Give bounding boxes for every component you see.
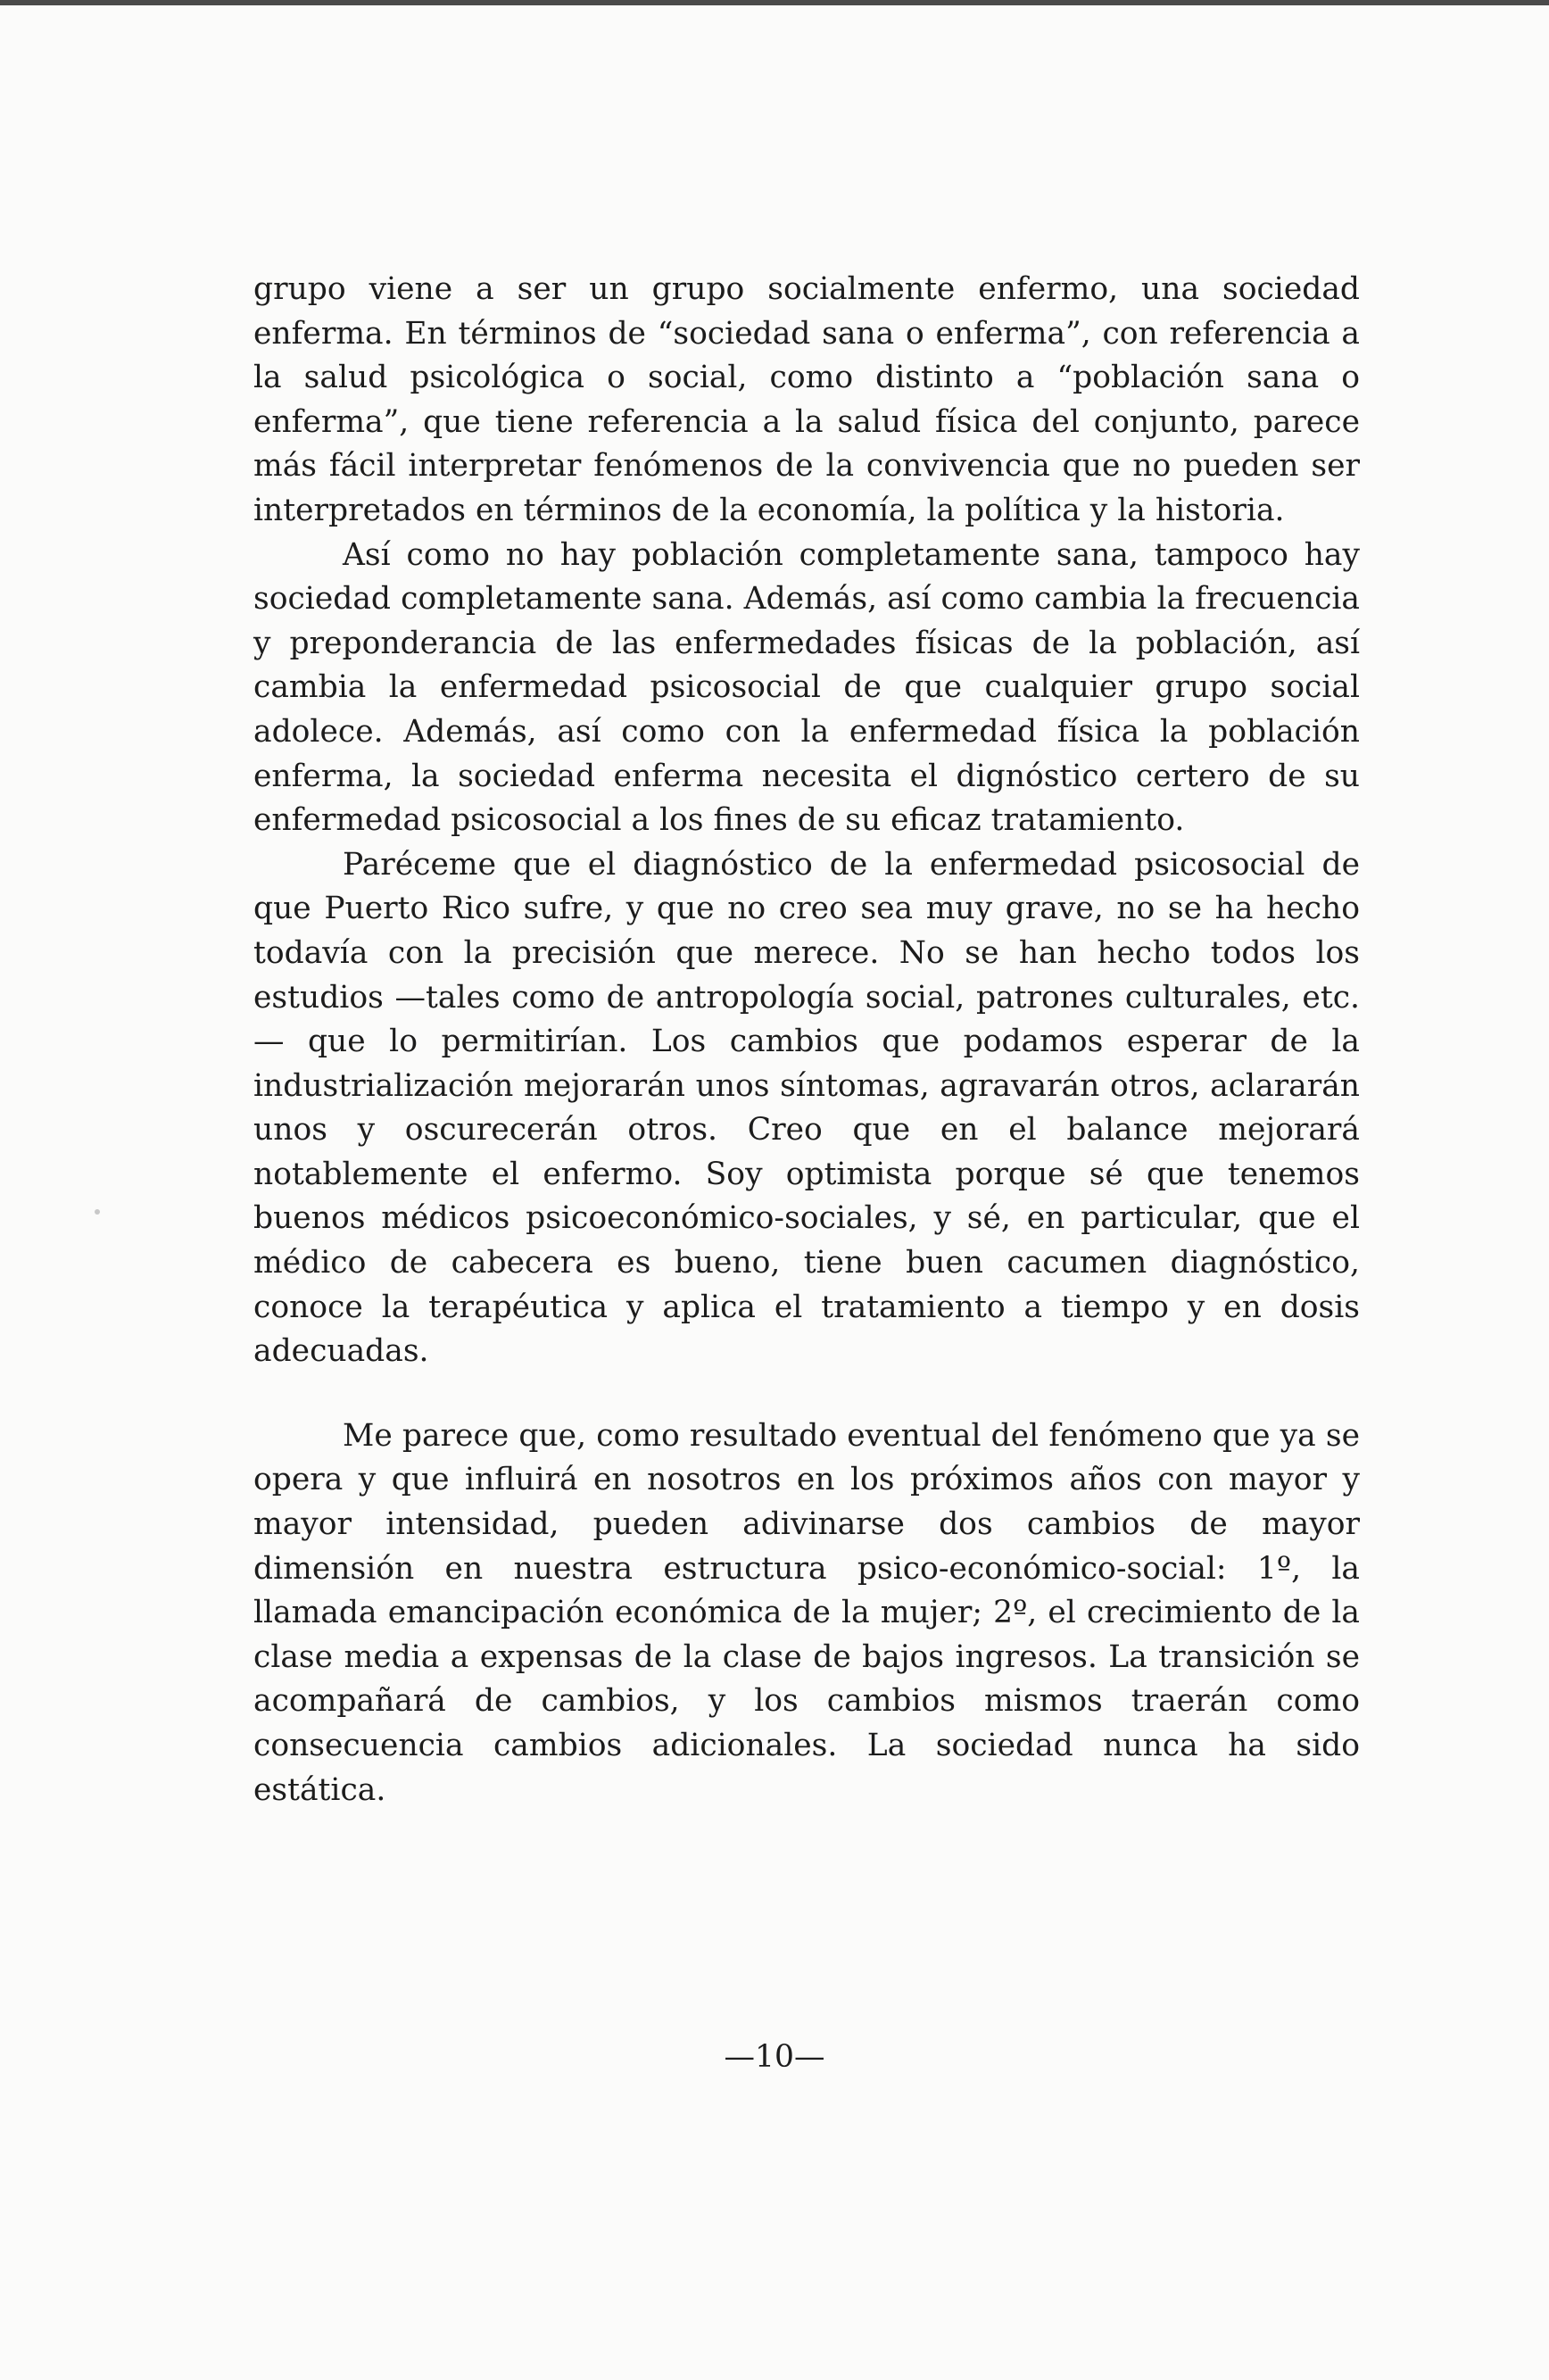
- body-text: [253, 268, 1360, 1812]
- scan-speck: [95, 1209, 100, 1215]
- paragraph-1: grupo viene a ser un grupo socialmente enfermo, una sociedad enferma. En términos de “sociedad sana o enferma”, con referencia a la salud psicológica o social, como distinto a “población sana o enferma”, que tiene referencia a la salud física del conjunto, parece más fácil interpretar fenómenos de la convivencia que no pueden ser interpretados en términos de la economía, la política y la historia.: [253, 271, 1360, 528]
- scan-top-edge: [0, 0, 1549, 5]
- paragraph-3: Paréceme que el diagnóstico de la enfermedad psicosocial de que Puerto Rico sufre, y que no creo sea muy grave, no se ha hecho todavía con la precisión que merece. No se han hecho todos los estudios —tales como de antropología social, patrones culturales, etc.— que lo permitirían. Los cambios que podamos esperar de la industrialización mejorarán unos síntomas, agravarán otros, aclararán unos y oscurecerán otros. Creo que en el balance mejorará notablemente el enfermo. Soy optimista porque sé que tenemos buenos médicos psicoeconómico-sociales, y sé, en particular, que el médico de cabecera es bueno, tiene buen cacumen diagnóstico, conoce la terapéutica y aplica el tratamiento a tiempo y en dosis adecuadas.: [253, 846, 1360, 1370]
- page-number: —10—: [724, 2039, 825, 2075]
- paragraph-2: Así como no hay población completamente sana, tampoco hay sociedad completamente sana. Además, así como cambia la frecuencia y preponderancia de las enfermedades físicas de la población, así cambia la enfermedad psicosocial de que cualquier grupo social adolece. Además, así como con la enfermedad física la población enferma, la sociedad enferma necesita el dignóstico certero de su enfermedad psicosocial a los fines de su eficaz tratamiento.: [253, 536, 1360, 839]
- paragraph-4: Me parece que, como resultado eventual del fenómeno que ya se opera y que influirá en nosotros en los próximos años con mayor y mayor intensidad, pueden adivinarse dos cambios de mayor dimensión en nuestra estructura psico-económico-social: 1º, la llamada emancipación económica de la mujer; 2º, el crecimiento de la clase media a expensas de la clase de bajos ingresos. La transición se acompañará de cambios, y los cambios mismos traerán como consecuencia cambios adicionales. La sociedad nunca ha sido estática.: [253, 1417, 1360, 1808]
